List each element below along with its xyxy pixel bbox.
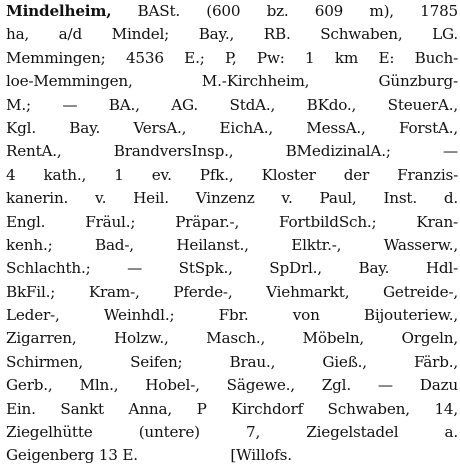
entry-line-13: BkFil.; Kram-, Pferde-, Viehmarkt, Getreide-, xyxy=(6,282,458,301)
entry-line-1 xyxy=(6,0,458,23)
entry-line-20: Geigenberg 13 E. [Willofs. xyxy=(6,446,292,465)
entry-line-7: RentA., BrandversInsp., BMedizinalA.; — xyxy=(6,142,458,161)
entry-line-11: kenh.; Bad-, Heilanst., Elktr.-, Wasserw., xyxy=(6,235,458,254)
entry-line-1-text: BASt. (600 bz. 609 m), 1785 xyxy=(111,2,458,20)
entry-line-14: Leder-, Weinhdl.; Fbr. von Bijouteriew., xyxy=(6,306,458,325)
entry-line-6: Kgl. Bay. VersA., EichA., MessA., ForstA., xyxy=(6,118,458,137)
entry-line-17: Gerb., Mln., Hobel-, Sägewe., Zgl. — Dazu xyxy=(6,376,458,395)
entry-line-12: Schlachth.; — StSpk., SpDrl., Bay. Hdl- xyxy=(6,259,458,278)
entry-line-2: ha, a/d Mindel; Bay., RB. Schwaben, LG. xyxy=(6,25,458,44)
entry-line-9: kanerin. v. Heil. Vinzenz v. Paul, Inst. d. xyxy=(6,189,458,208)
entry-line-19: Ziegelhütte (untere) 7, Ziegelstadel a. xyxy=(6,423,458,442)
entry-line-18: Ein. Sankt Anna, P Kirchdorf Schwaben, 14, xyxy=(6,399,458,418)
entry-line-16: Schirmen, Seifen; Brau., Gieß., Färb., xyxy=(6,352,458,371)
headword: Mindelheim, xyxy=(6,2,112,20)
entry-line-3: Memmingen; 4536 E.; P, Pw: 1 km E: Buch- xyxy=(6,48,458,67)
entry-line-15: Zigarren, Holzw., Masch., Möbeln, Orgeln, xyxy=(6,329,458,348)
gazetteer-entry xyxy=(6,0,458,468)
entry-line-10: Engl. Fräul.; Präpar.-, FortbildSch.; Kran- xyxy=(6,212,458,231)
entry-line-8: 4 kath., 1 ev. Pfk., Kloster der Franzis- xyxy=(6,165,458,184)
entry-line-4: loe-Memmingen, M.-Kirchheim, Günzburg- xyxy=(6,72,458,91)
entry-line-5: M.; — BA., AG. StdA., BKdo., SteuerA., xyxy=(6,95,458,114)
